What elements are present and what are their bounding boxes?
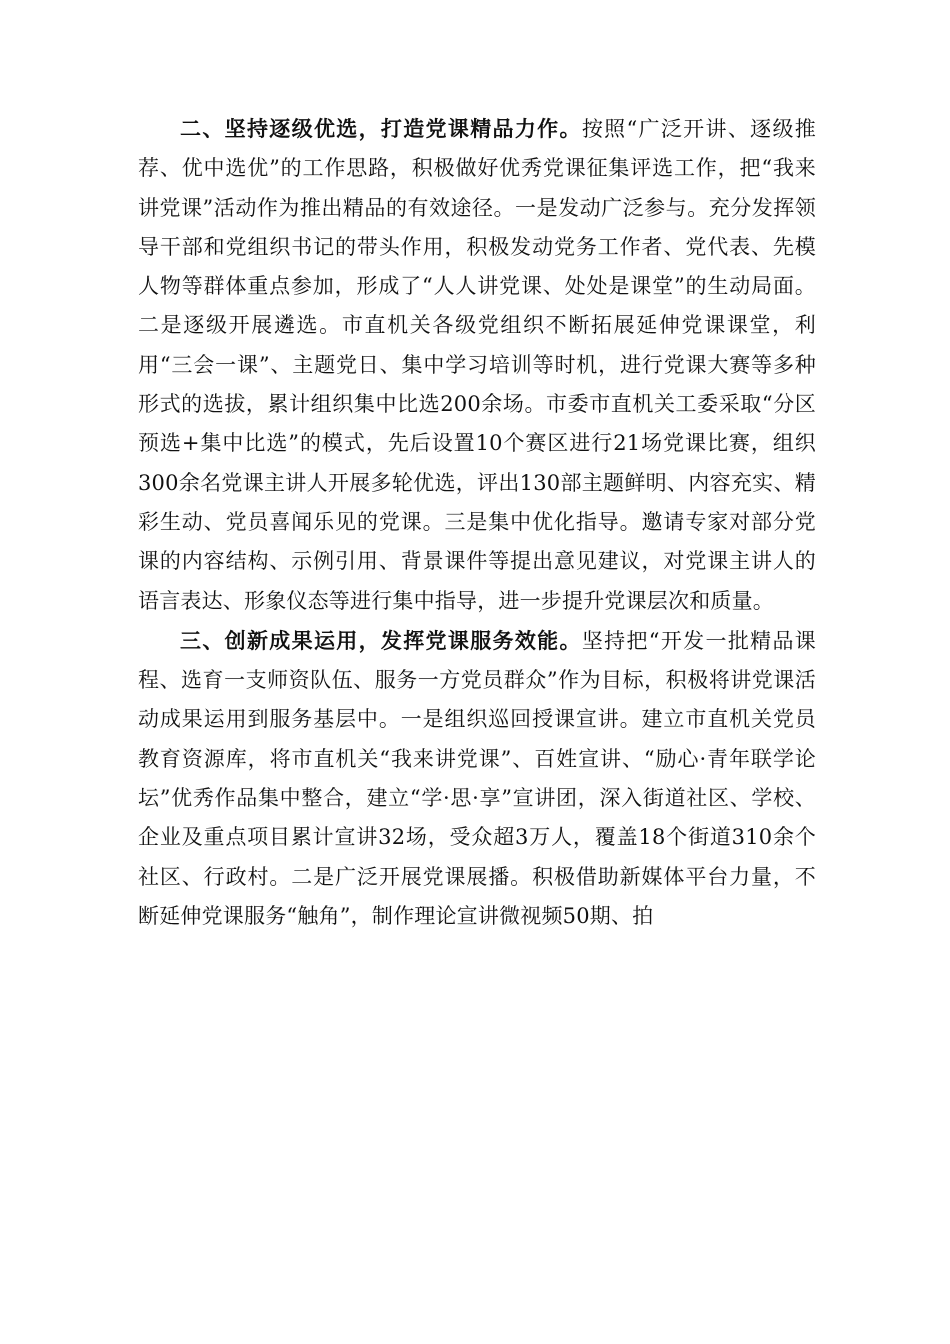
- paragraph-text: 坚持把“开发一批精品课程、选育一支师资队伍、服务一方党员群众”作为目标，积极将讲党课活动成果运用到服务基层中。一是组织巡回授课宣讲。建立市直机关党员教育资源库，将市直机关“我来讲党课”、百姓宣讲、“励心·青年联学论坛”优秀作品集中整合，建立“学·思·享”宣讲团，深入街道社区、学校、企业及重点项目累计宣讲32场，受众超3万人，覆盖18个街道310余个社区、行政村。二是广泛开展党课展播。积极借助新媒体平台力量，不断延伸党课服务“触角”，制作理论宣讲微视频50期、拍: [138, 628, 816, 928]
- document-body: [138, 109, 816, 936]
- paragraph-heading: 二、坚持逐级优选，打造党课精品力作。: [180, 116, 582, 141]
- paragraph-text: 按照“广泛开讲、逐级推荐、优中选优”的工作思路，积极做好优秀党课征集评选工作，把“我来讲党课”活动作为推出精品的有效途径。一是发动广泛参与。充分发挥领导干部和党组织书记的带头作用，积极发动党务工作者、党代表、先模人物等群体重点参加，形成了“人人讲党课、处处是课堂”的生动局面。二是逐级开展遴选。市直机关各级党组织不断拓展延伸党课课堂，利用“三会一课”、主题党日、集中学习培训等时机，进行党课大赛等多种形式的选拔，累计组织集中比选200余场。市委市直机关工委采取“分区预选+集中比选”的模式，先后设置10个赛区进行21场党课比赛，组织300余名党课主讲人开展多轮优选，评出130部主题鲜明、内容充实、精彩生动、党员喜闻乐见的党课。三是集中优化指导。邀请专家对部分党课的内容结构、示例引用、背景课件等提出意见建议，对党课主讲人的语言表达、形象仪态等进行集中指导，进一步提升党课层次和质量。: [138, 117, 816, 613]
- paragraph-heading: 三、创新成果运用，发挥党课服务效能。: [180, 627, 582, 653]
- paragraph-application: [138, 621, 816, 936]
- paragraph-selection: [138, 109, 816, 621]
